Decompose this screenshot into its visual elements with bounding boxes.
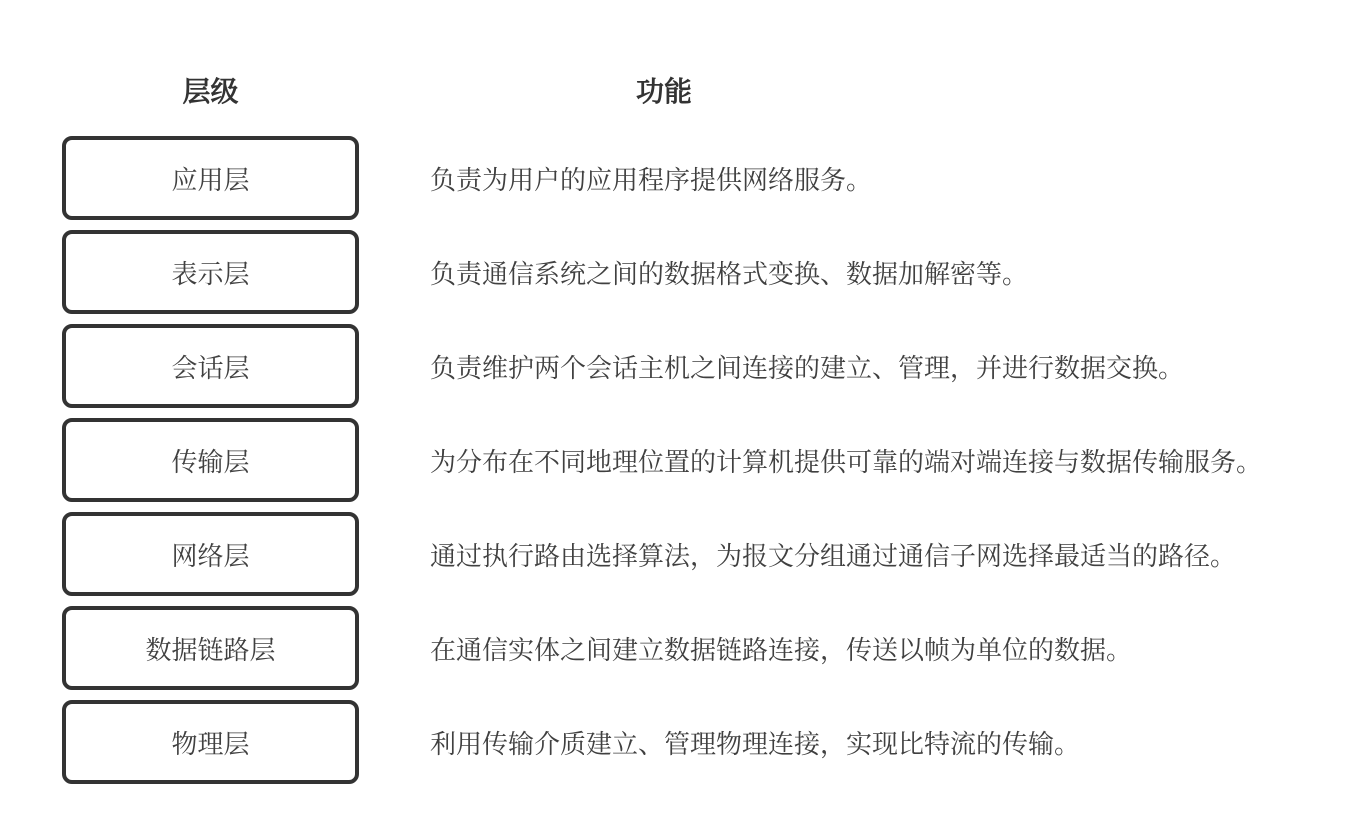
layer-name: 传输层: [171, 446, 250, 477]
layer-box: [62, 324, 359, 408]
layer-box: [62, 606, 359, 690]
layer-name: 应用层: [171, 164, 250, 195]
layer-row: [62, 606, 1357, 690]
layer-row: [62, 324, 1357, 408]
layer-box: [62, 136, 359, 220]
layer-name: 物理层: [171, 728, 250, 759]
layer-description: 负责通信系统之间的数据格式变换、数据加解密等。: [430, 258, 1029, 289]
layer-description: 负责维护两个会话主机之间连接的建立、管理，并进行数据交换。: [430, 352, 1185, 383]
layer-name: 会话层: [171, 352, 250, 383]
layer-name: 网络层: [171, 540, 250, 571]
layer-row: [62, 230, 1357, 314]
layer-box: [62, 700, 359, 784]
layer-box: [62, 418, 359, 502]
column-header-level: 层级: [182, 76, 239, 107]
layer-rows: [62, 136, 1357, 784]
layer-row: [62, 512, 1357, 596]
layer-box: [62, 512, 359, 596]
layer-box: [62, 230, 359, 314]
layer-name: 表示层: [171, 258, 250, 289]
header-row: [62, 76, 1357, 108]
layer-description: 负责为用户的应用程序提供网络服务。: [430, 164, 873, 195]
layer-row: [62, 418, 1357, 502]
layer-name: 数据链路层: [145, 634, 276, 665]
layer-description: 在通信实体之间建立数据链路连接，传送以帧为单位的数据。: [430, 634, 1133, 665]
layer-description: 通过执行路由选择算法，为报文分组通过通信子网选择最适当的路径。: [430, 540, 1237, 571]
layer-row: [62, 700, 1357, 784]
layer-row: [62, 136, 1357, 220]
layer-description: 为分布在不同地理位置的计算机提供可靠的端对端连接与数据传输服务。: [430, 446, 1263, 477]
column-header-function: 功能: [636, 76, 693, 107]
layer-description: 利用传输介质建立、管理物理连接，实现比特流的传输。: [430, 728, 1081, 759]
